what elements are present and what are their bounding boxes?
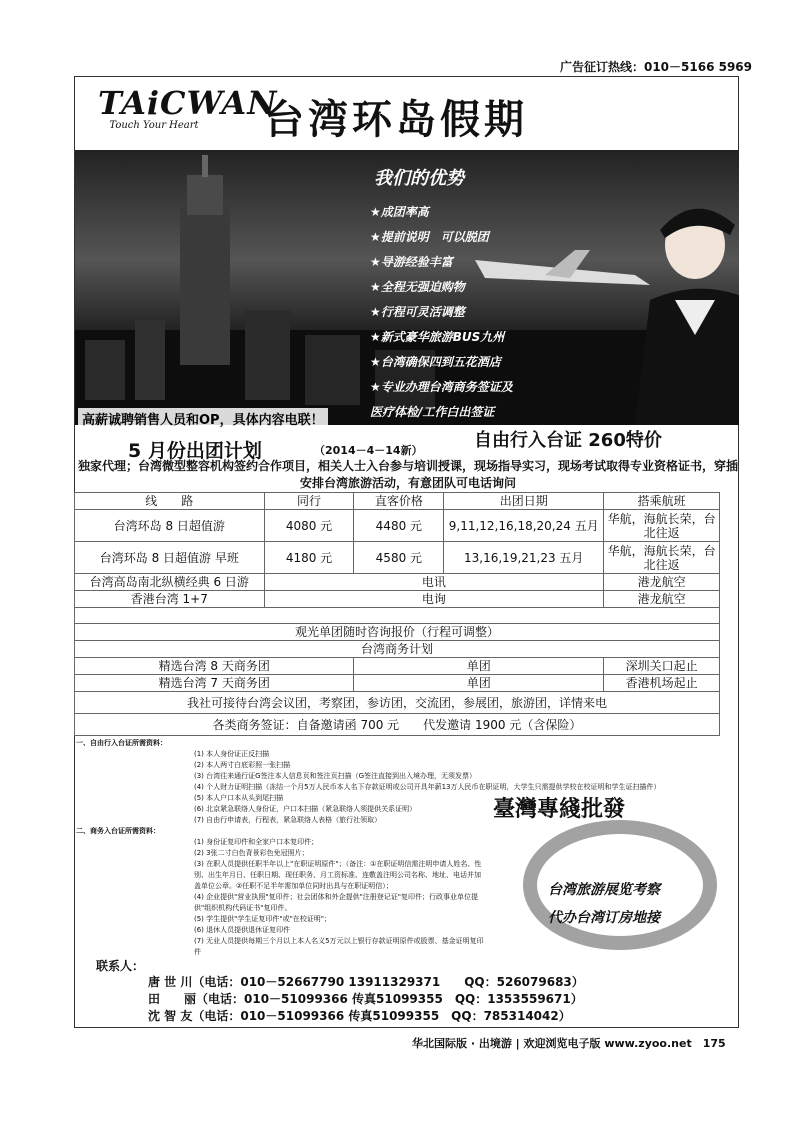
contacts-list <box>148 974 584 1025</box>
recruit-notice: 高薪诚聘销售人员和OP，具体内容电联！ <box>78 408 328 429</box>
advantage-item: ★导游经验丰富 <box>370 255 453 269</box>
business-type-cell: 单团 <box>354 658 604 675</box>
contact-item: 沈 智 友（电话：010－51099366 传真51099355 QQ：785314042） <box>148 1009 571 1023</box>
doc-item: (6) 北京紧急联络人身份证，户口本扫描（紧急联络人须提供关系证明） <box>194 805 417 813</box>
doc-item: (5) 本人户口本从头到尾扫描 <box>194 794 284 802</box>
table-row <box>75 714 720 736</box>
route-cell: 台湾环岛 8 日超值游 <box>75 510 265 542</box>
advantage-item: ★台湾确保四到五花酒店 <box>370 355 501 369</box>
logo-tagline: Touch Your Heart <box>109 120 199 131</box>
flight-cell: 港龙航空 <box>604 591 720 608</box>
route-cell: 台湾环岛 8 日超值游 早班 <box>75 542 265 574</box>
advantage-item: ★全程无强迫购物 <box>370 280 465 294</box>
peer-price-cell: 4180 元 <box>264 542 354 574</box>
slogan-item: 台湾旅游展览考察 <box>548 882 660 898</box>
table-row <box>75 591 720 608</box>
col-route: 线 路 <box>75 493 265 510</box>
agency-description: 独家代理；台湾微型整容机构签约合作项目，相关人士入台参与培训授课，现场指导实习，现场考试取得专业资格证书，穿插安排台湾旅游活动，有意团队可电话询问 <box>78 459 739 490</box>
plan-title: 5 月份出团计划 <box>128 440 262 462</box>
doc-item: (7) 无业人员提供每期三个月以上本人名义5万元以上银行存款证明原件或股票、基金证明复印件 <box>194 937 484 956</box>
contact-item: 唐 世 川（电话：010－52667790 13911329371 QQ：526079683） <box>148 975 584 989</box>
table-row <box>75 510 720 542</box>
service-slogans <box>548 876 660 932</box>
visa-special-offer: 自由行入台证 260特价 <box>474 430 662 451</box>
advantage-item: ★专业办理台湾商务签证及 <box>370 380 513 394</box>
doc-item: (1) 本人身份证正反扫描 <box>194 750 270 758</box>
doc-item: (2) 本人两寸白底彩照一张扫描 <box>194 761 291 769</box>
docs-section2-title: 二、商务入台证所需资料： <box>76 827 160 835</box>
flight-cell: 华航，海航长荣，台北往返 <box>604 510 720 542</box>
doc-item: (6) 退休人员提供退休证复印件 <box>194 926 291 934</box>
advantages-title: 我们的优势 <box>374 168 464 189</box>
col-dates: 出团日期 <box>444 493 604 510</box>
doc-item: (7) 自由行申请表，行程表，紧急联络人表格（旅行社领取） <box>194 816 382 824</box>
routes-table <box>74 492 720 736</box>
col-flight: 搭乘航班 <box>604 493 720 510</box>
wholesale-heading: 臺灣專綫批發 <box>493 796 626 822</box>
business-route-cell: 精选台湾 8 天商务团 <box>75 658 354 675</box>
doc-item: (3) 台湾往来通行证G签注本人信息页和签注页扫描（G签注直接到出入境办理，无须发票） <box>194 772 476 780</box>
advantages-list <box>370 202 513 427</box>
flight-cell: 华航，海航长荣，台北往返 <box>604 542 720 574</box>
dates-cell: 9,11,12,16,18,20,24 五月 <box>444 510 604 542</box>
table-header-row <box>75 493 720 510</box>
direct-price-cell: 4580 元 <box>354 542 444 574</box>
route-cell: 香港台湾 1+7 <box>75 591 265 608</box>
group-quote: 观光单团随时咨询报价（行程可调整） <box>75 624 720 641</box>
doc-item: (3) 在职人员提供任职半年以上"在职证明原件"；（备注：①在职证明信需注明申请人姓名、性别、出生年月日、任职日期、现任职务、月工资标准、连敷盖注明公司名称、地址、电话并加盖单位公章。②任职不足半年需加单位同时出具与在职证明信）； <box>194 860 482 890</box>
table-row <box>75 574 720 591</box>
business-route-cell: 精选台湾 7 天商务团 <box>75 675 354 692</box>
advantage-item: ★提前说明 可以脱团 <box>370 230 489 244</box>
advantage-item: ★行程可灵活调整 <box>370 305 465 319</box>
taiwan-logo <box>98 84 278 146</box>
logo-text: TAiCWAN <box>98 84 278 122</box>
col-direct-price: 直客价格 <box>354 493 444 510</box>
dates-cell: 13,16,19,21,23 五月 <box>444 542 604 574</box>
table-row <box>75 692 720 714</box>
table-row <box>75 542 720 574</box>
contact-item: 田 丽（电话：010－51099366 传真51099355 QQ：1353559671） <box>148 992 583 1006</box>
slogan-item: 代办台湾订房地接 <box>548 910 660 926</box>
route-cell: 台湾高岛南北纵横经典 6 日游 <box>75 574 265 591</box>
table-row <box>75 624 720 641</box>
docs-section1-title: 一、自由行入台证所需资料： <box>76 739 167 747</box>
doc-item: (4) 个人财力证明扫描（冻结一个月5万人民币本人名下存款证明或公司开具年薪13万人民币在职证明，大学生只需提供学校在校证明和学生证扫描件） <box>194 783 661 791</box>
table-row <box>75 675 720 692</box>
direct-price-cell: 4480 元 <box>354 510 444 542</box>
col-peer-price: 同行 <box>264 493 354 510</box>
doc-item: (1) 身份证复印件和全家户口本复印件； <box>194 838 319 846</box>
business-visa-prices: 各类商务签证：自备邀请函 700 元 代发邀请 1900 元（含保险） <box>75 714 720 736</box>
group-types-note: 我社可接待台湾会议团，考察团，参访团，交流团，参展团，旅游团，详情来电 <box>75 692 720 714</box>
page-title: 台湾环岛假期 <box>264 96 528 143</box>
business-type-cell: 单团 <box>354 675 604 692</box>
table-spacer-row <box>75 608 720 624</box>
advantage-item: ★新式豪华旅游BUS九州 <box>370 330 505 344</box>
business-origin-cell: 香港机场起止 <box>604 675 720 692</box>
flight-cell: 港龙航空 <box>604 574 720 591</box>
table-row <box>75 641 720 658</box>
doc-item: (5) 学生提供"学生证复印件"或"在校证明"； <box>194 915 332 923</box>
price-cell: 电讯 <box>264 574 604 591</box>
page-footer: 华北国际版 · 出境游 | 欢迎浏览电子版 www.zyoo.net 175 <box>412 1037 726 1050</box>
doc-item: (2) 3张二寸白色背景彩色免冠照片； <box>194 849 309 857</box>
doc-item: (4) 企业提供"营业执照"复印件；社会团体和外企提供"注册登记证"复印件；行政事业单位提供"组织机构代码证书"复印件。 <box>194 893 479 912</box>
advantage-item: ★成团率高 <box>370 205 429 219</box>
business-origin-cell: 深圳关口起止 <box>604 658 720 675</box>
plan-date: （2014－4－14新） <box>314 444 423 457</box>
peer-price-cell: 4080 元 <box>264 510 354 542</box>
table-row <box>75 658 720 675</box>
contacts-label: 联系人： <box>96 959 145 973</box>
business-plan-heading: 台湾商务计划 <box>75 641 720 658</box>
price-cell: 电询 <box>264 591 604 608</box>
advantage-item: 医疗体检/工作白出签证 <box>370 405 495 419</box>
ad-hotline: 广告征订热线：010－5166 5969 <box>559 60 752 74</box>
